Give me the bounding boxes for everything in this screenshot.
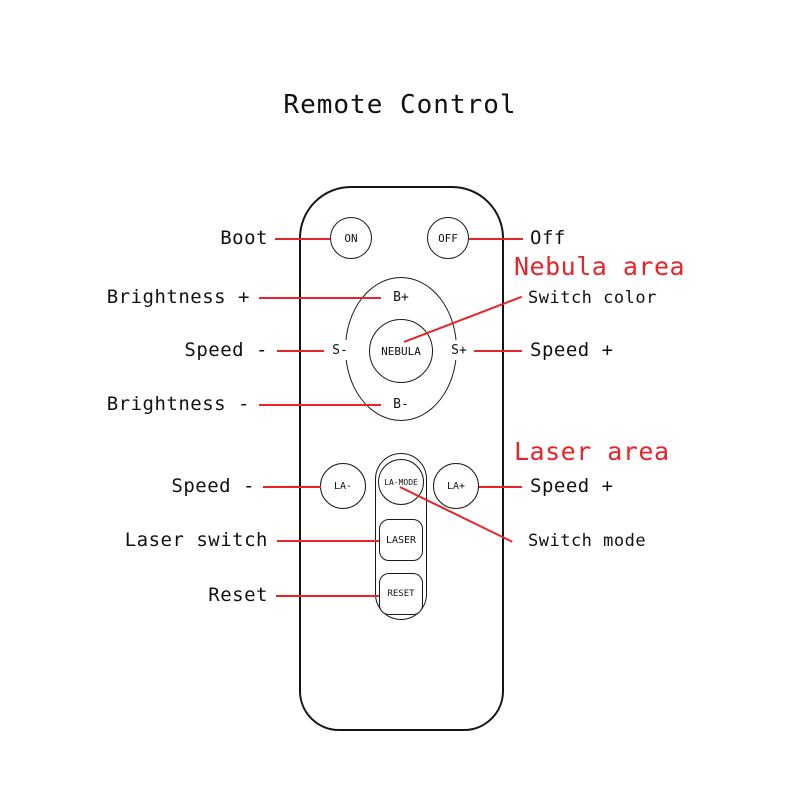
label-switch-color: Switch color	[528, 288, 657, 308]
leader-line-off	[469, 238, 523, 240]
leader-line-speed-plus-laser	[479, 486, 522, 488]
leader-line-boot	[275, 238, 330, 240]
button-brightness-down[interactable]: B-	[381, 395, 421, 413]
button-laser-mode[interactable]: LA-MODE	[378, 459, 424, 505]
label-speed-minus-nebula: Speed -	[184, 339, 268, 361]
button-off[interactable]: OFF	[427, 217, 469, 259]
label-off: Off	[530, 227, 566, 249]
button-laser[interactable]: LASER	[379, 519, 423, 561]
button-reset[interactable]: RESET	[379, 573, 423, 615]
label-reset: Reset	[208, 584, 268, 606]
label-switch-mode: Switch mode	[528, 531, 647, 551]
label-laser-area: Laser area	[514, 437, 670, 466]
label-boot: Boot	[220, 227, 268, 249]
button-on[interactable]: ON	[330, 217, 372, 259]
button-brightness-up[interactable]: B+	[381, 288, 421, 306]
button-nebula[interactable]: NEBULA	[369, 319, 433, 383]
button-speed-down-nebula[interactable]: S-	[325, 340, 355, 360]
leader-line-speed-minus-nebula	[277, 350, 324, 352]
label-brightness-plus: Brightness +	[106, 286, 250, 308]
label-speed-plus-nebula: Speed +	[530, 339, 614, 361]
label-speed-plus-laser: Speed +	[530, 475, 614, 497]
leader-line-reset	[276, 595, 379, 597]
label-nebula-area: Nebula area	[514, 252, 686, 281]
page-title: Remote Control	[283, 90, 517, 120]
leader-line-speed-minus-laser	[263, 486, 321, 488]
leader-line-speed-plus-nebula	[474, 350, 522, 352]
leader-line-brightness-minus	[259, 404, 381, 406]
leader-line-laser-switch	[277, 540, 379, 542]
label-laser-switch: Laser switch	[124, 529, 268, 551]
button-laser-speed-up[interactable]: LA+	[433, 463, 479, 509]
label-brightness-minus: Brightness -	[106, 393, 250, 415]
label-speed-minus-laser: Speed -	[171, 475, 255, 497]
button-laser-speed-down[interactable]: LA-	[320, 463, 366, 509]
button-speed-up-nebula[interactable]: S+	[444, 340, 474, 360]
leader-line-brightness-plus	[259, 297, 381, 299]
